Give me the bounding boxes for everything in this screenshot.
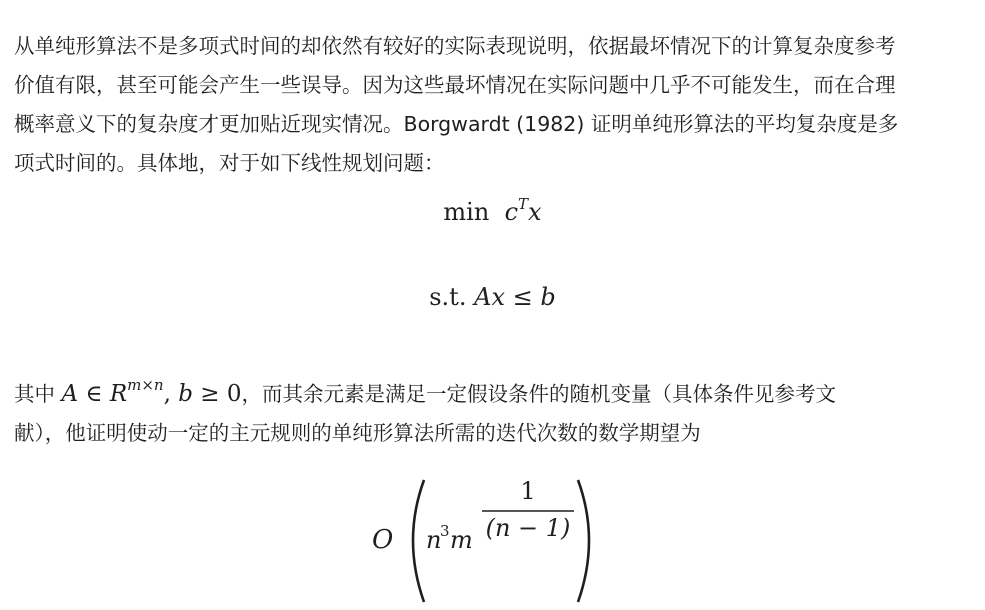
var-b: b xyxy=(540,283,556,311)
var-n: n xyxy=(426,526,442,554)
expected-iterations-formula xyxy=(360,470,620,610)
objective-equation xyxy=(0,195,985,226)
left-paren xyxy=(413,480,424,602)
intro-paragraph xyxy=(14,27,974,183)
big-o: O xyxy=(372,525,394,555)
var-x: x xyxy=(491,283,505,311)
var-A: A xyxy=(474,283,492,311)
text-prefix: 其中 xyxy=(14,382,62,406)
text-rest: ，而其余元素是满足一定假设条件的随机变量（具体条件见参考文 xyxy=(241,382,836,406)
var-m: m xyxy=(450,526,473,554)
fraction-denominator: (n − 1) xyxy=(485,514,571,542)
n-exponent: 3 xyxy=(440,522,450,540)
var-c: c xyxy=(504,198,519,226)
var-R: R xyxy=(109,381,128,407)
constraint-equation xyxy=(0,283,985,311)
conclusion-paragraph xyxy=(14,375,974,453)
var-x: x xyxy=(528,198,542,226)
in-symbol: ∈ xyxy=(78,381,110,407)
ge-zero: ≥ 0 xyxy=(192,381,242,407)
text-line: 从单纯形算法不是多项式时间的却依然有较好的实际表现说明，依据最坏情况下的计算复杂度参考 xyxy=(14,34,896,58)
text-line: 价值有限，甚至可能会产生一些误导。因为这些最坏情况在实际问题中几乎不可能发生，而在合理 xyxy=(14,73,896,97)
text-line xyxy=(14,375,974,414)
var-b: b xyxy=(178,381,193,407)
transpose-sup: T xyxy=(518,195,529,213)
comma: , xyxy=(163,381,179,407)
text-line: 献），他证明使动一定的主元规则的单纯形算法所需的迭代次数的数学期望为 xyxy=(14,421,701,445)
var-A: A xyxy=(61,381,79,407)
min-operator: min xyxy=(443,198,490,226)
text-line: 项式时间的。具体地，对于如下线性规划问题： xyxy=(14,151,445,175)
subject-to: s.t. xyxy=(429,283,467,311)
dim-sup: m×n xyxy=(127,376,164,394)
text-line: 概率意义下的复杂度才更加贴近现实情况。Borgwardt (1982) 证明单纯形算法的平均复杂度是多 xyxy=(14,112,899,136)
right-paren xyxy=(578,480,589,602)
le-symbol: ≤ xyxy=(512,283,533,311)
fraction-numerator: 1 xyxy=(520,477,536,505)
